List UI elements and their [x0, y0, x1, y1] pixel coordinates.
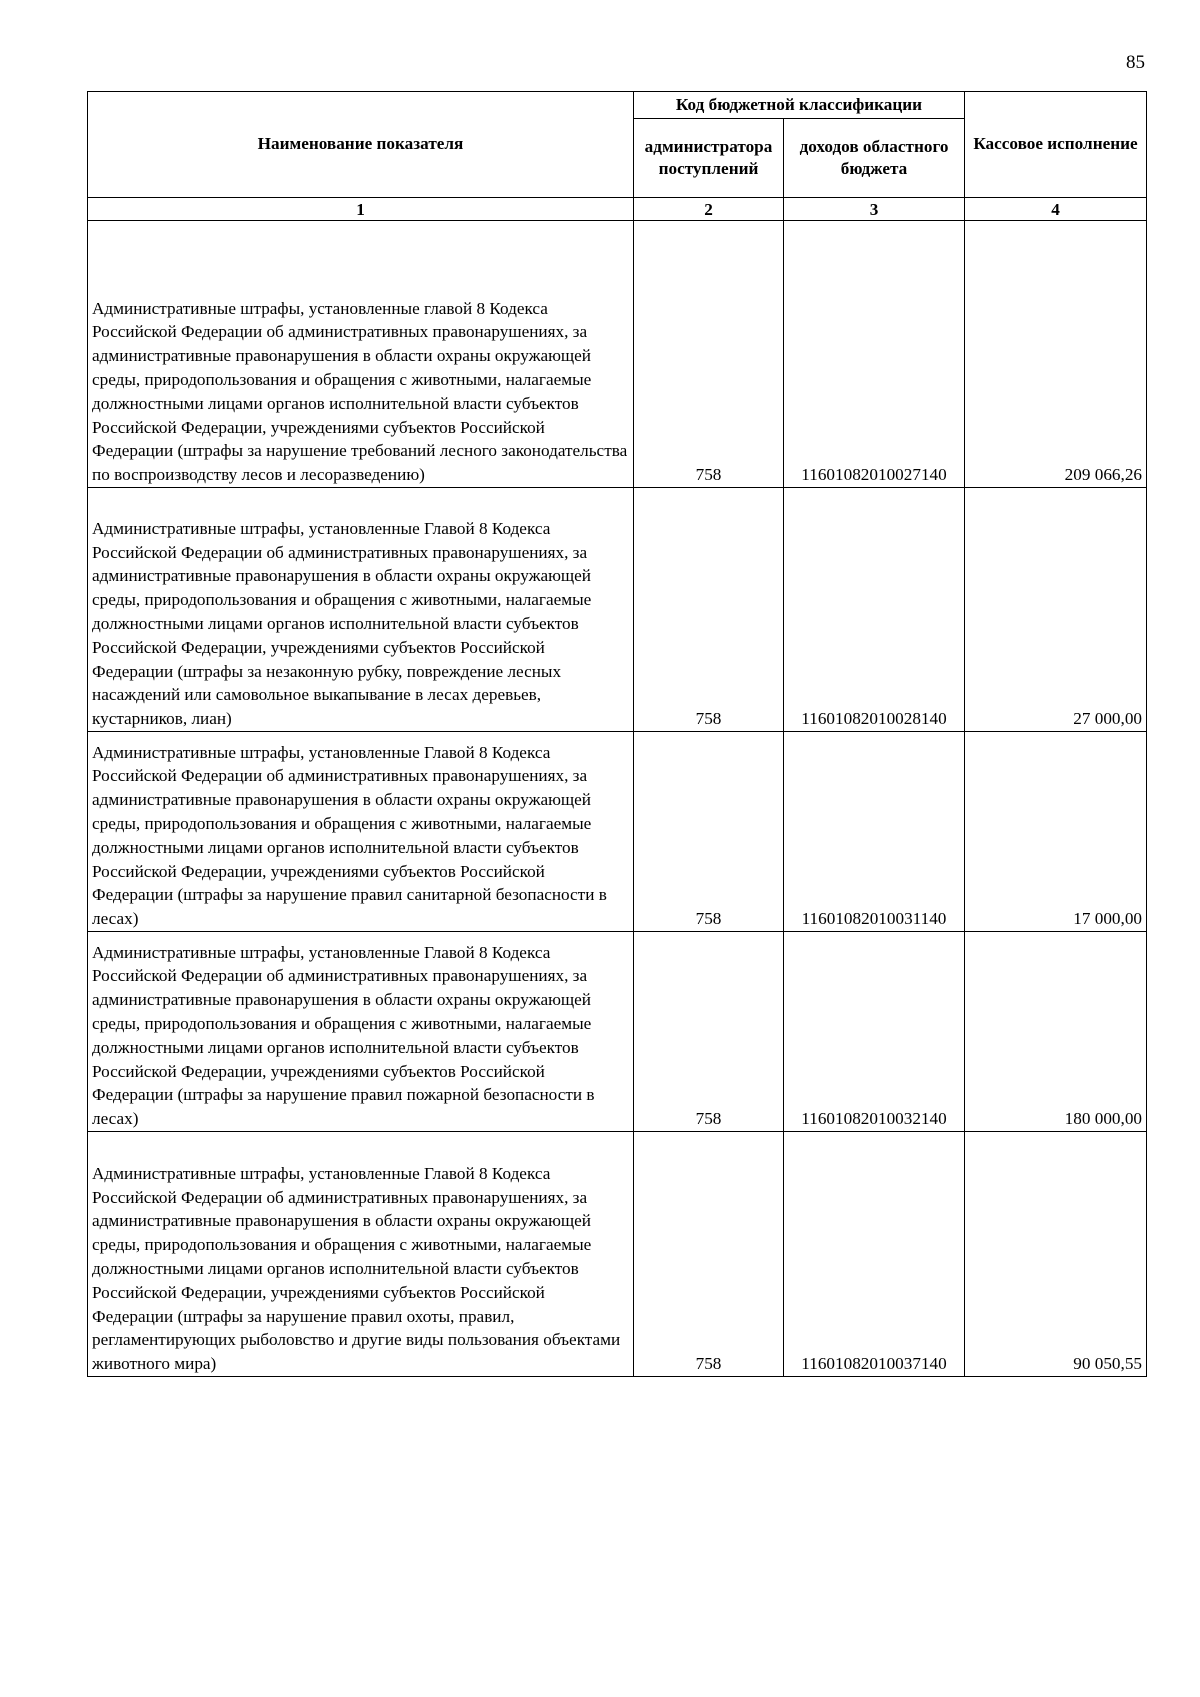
- header-regional-budget-revenue: доходов областного бюджета: [784, 119, 965, 198]
- page-number: 85: [1126, 52, 1145, 73]
- budget-revenue-table: [87, 91, 1147, 1377]
- cash-execution-amount: 27 000,00: [965, 488, 1147, 732]
- administrator-code: 758: [634, 932, 784, 1132]
- column-number-4: 4: [965, 198, 1147, 221]
- revenue-code: 11601082010032140: [784, 932, 965, 1132]
- indicator-name: Административные штрафы, установленные Главой 8 Кодекса Российской Федерации об административных правонарушениях, за административные правонарушения в области охраны окружающей среды, природопользования и обращения с животными, налагаемые должностными лицами органов исполнительной власти субъектов Российской Федерации, учреждениями субъектов Российской Федерации (штрафы за нарушение правил пожарной безопасности в лесах): [88, 932, 634, 1132]
- revenue-code: 11601082010028140: [784, 488, 965, 732]
- header-classification-code: Код бюджетной классификации: [634, 92, 965, 119]
- administrator-code: 758: [634, 488, 784, 732]
- column-number-3: 3: [784, 198, 965, 221]
- table-row: [88, 221, 1147, 488]
- indicator-name: Административные штрафы, установленные главой 8 Кодекса Российской Федерации об административных правонарушениях, за административные правонарушения в области охраны окружающей среды, природопользования и обращения с животными, налагаемые должностными лицами органов исполнительной власти субъектов Российской Федерации, учреждениями субъектов Российской Федерации (штрафы за нарушение требований лесного законодательства по воспроизводству лесов и лесоразведению): [88, 221, 634, 488]
- cash-execution-amount: 90 050,55: [965, 1132, 1147, 1377]
- cash-execution-amount: 209 066,26: [965, 221, 1147, 488]
- administrator-code: 758: [634, 1132, 784, 1377]
- indicator-name: Административные штрафы, установленные Главой 8 Кодекса Российской Федерации об административных правонарушениях, за административные правонарушения в области охраны окружающей среды, природопользования и обращения с животными, налагаемые должностными лицами органов исполнительной власти субъектов Российской Федерации, учреждениями субъектов Российской Федерации (штрафы за незаконную рубку, повреждение лесных насаждений или самовольное выкапывание в лесах деревьев, кустарников, лиан): [88, 488, 634, 732]
- column-number-2: 2: [634, 198, 784, 221]
- revenue-code: 11601082010031140: [784, 732, 965, 932]
- header-cash-execution: Кассовое исполнение: [965, 92, 1147, 198]
- header-administrator-receipts: администратора поступлений: [634, 119, 784, 198]
- header-name-column: Наименование показателя: [88, 92, 634, 198]
- table-row: [88, 732, 1147, 932]
- column-number-1: 1: [88, 198, 634, 221]
- revenue-code: 11601082010037140: [784, 1132, 965, 1377]
- indicator-name: Административные штрафы, установленные Главой 8 Кодекса Российской Федерации об административных правонарушениях, за административные правонарушения в области охраны окружающей среды, природопользования и обращения с животными, налагаемые должностными лицами органов исполнительной власти субъектов Российской Федерации, учреждениями субъектов Российской Федерации (штрафы за нарушение правил санитарной безопасности в лесах): [88, 732, 634, 932]
- cash-execution-amount: 180 000,00: [965, 932, 1147, 1132]
- indicator-name: Административные штрафы, установленные Главой 8 Кодекса Российской Федерации об административных правонарушениях, за административные правонарушения в области охраны окружающей среды, природопользования и обращения с животными, налагаемые должностными лицами органов исполнительной власти субъектов Российской Федерации, учреждениями субъектов Российской Федерации (штрафы за нарушение правил охоты, правил, регламентирующих рыболовство и другие виды пользования объектами животного мира): [88, 1132, 634, 1377]
- revenue-code: 11601082010027140: [784, 221, 965, 488]
- administrator-code: 758: [634, 221, 784, 488]
- cash-execution-amount: 17 000,00: [965, 732, 1147, 932]
- table-row: [88, 488, 1147, 732]
- administrator-code: 758: [634, 732, 784, 932]
- table-row: [88, 932, 1147, 1132]
- table-row: [88, 1132, 1147, 1377]
